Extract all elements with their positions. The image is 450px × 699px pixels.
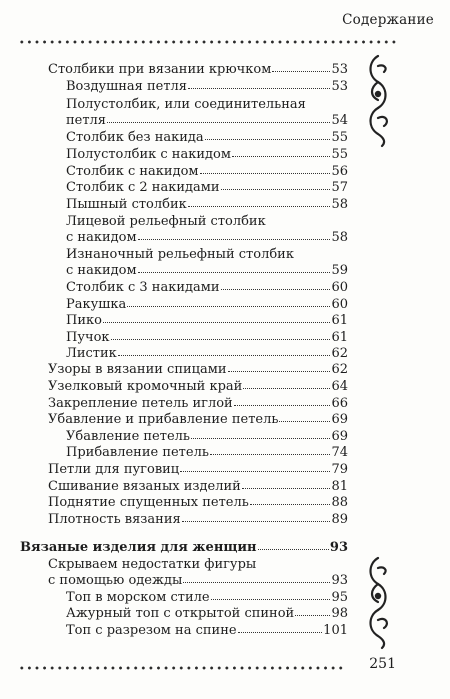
toc-entry[interactable]: Листик 62 [66, 346, 348, 361]
toc-entry[interactable]: Закрепление петель иглой 66 [48, 396, 348, 411]
toc-entry[interactable]: Узоры в вязании спицами 62 [48, 362, 348, 377]
toc-entry[interactable]: Топ в морском стиле 95 [66, 590, 348, 605]
toc-entry[interactable]: Изнаночный рельефный столбик [66, 247, 294, 262]
toc-entry[interactable]: Столбики при вязании крючком 53 [48, 62, 348, 77]
toc-entry[interactable]: Убавление петель 69 [66, 429, 348, 444]
toc-entry[interactable]: Плотность вязания 89 [48, 512, 348, 527]
toc-entry[interactable]: петля 54 [66, 113, 348, 128]
toc-entry[interactable]: с накидом 59 [66, 263, 348, 278]
toc-entry[interactable]: Столбик с 3 накидами 60 [66, 280, 348, 295]
toc-entry[interactable]: Лицевой рельефный столбик [66, 214, 266, 229]
toc-entry[interactable]: с помощью одежды 93 [48, 573, 348, 588]
toc-entry[interactable]: Столбик с 2 накидами 57 [66, 180, 348, 195]
toc-entry[interactable]: Полустолбик с накидом 55 [66, 147, 348, 162]
page-header-title: Содержание [342, 12, 434, 28]
ornament-top-icon [362, 52, 394, 148]
toc-entry[interactable]: Поднятие спущенных петель 88 [48, 495, 348, 510]
ornament-bottom-icon [362, 554, 394, 650]
toc-entry[interactable]: с накидом 58 [66, 230, 348, 245]
toc-entry[interactable]: Пучок 61 [66, 330, 348, 345]
toc-entry[interactable]: Воздушная петля 53 [66, 79, 348, 94]
toc-entry[interactable]: Полустолбик, или соединительная [66, 97, 306, 112]
toc-entry[interactable]: Топ с разрезом на спине 101 [66, 623, 348, 638]
toc-entry[interactable]: Пико 61 [66, 313, 348, 328]
toc-entry[interactable]: Убавление и прибавление петель 69 [48, 412, 348, 427]
toc-entry[interactable]: Ракушка 60 [66, 297, 348, 312]
toc-entry[interactable]: Столбик с накидом 56 [66, 164, 348, 179]
toc-entry[interactable]: Столбик без накида 55 [66, 130, 348, 145]
page-number: 251 [369, 656, 396, 672]
toc-entry[interactable]: Скрываем недостатки фигуры [48, 557, 257, 572]
bottom-dotted-rule [18, 666, 344, 670]
top-dotted-rule [18, 40, 396, 44]
toc-entry[interactable]: Сшивание вязаных изделий 81 [48, 479, 348, 494]
toc-entry[interactable]: Прибавление петель 74 [66, 445, 348, 460]
toc-entry[interactable]: Петли для пуговиц 79 [48, 462, 348, 477]
toc-entry[interactable]: Ажурный топ с открытой спиной 98 [66, 606, 348, 621]
toc-entry[interactable]: Пышный столбик 58 [66, 197, 348, 212]
toc-section-heading[interactable]: Вязаные изделия для женщин 93 [20, 540, 348, 555]
toc-entry[interactable]: Узелковый кромочный край 64 [48, 379, 348, 394]
